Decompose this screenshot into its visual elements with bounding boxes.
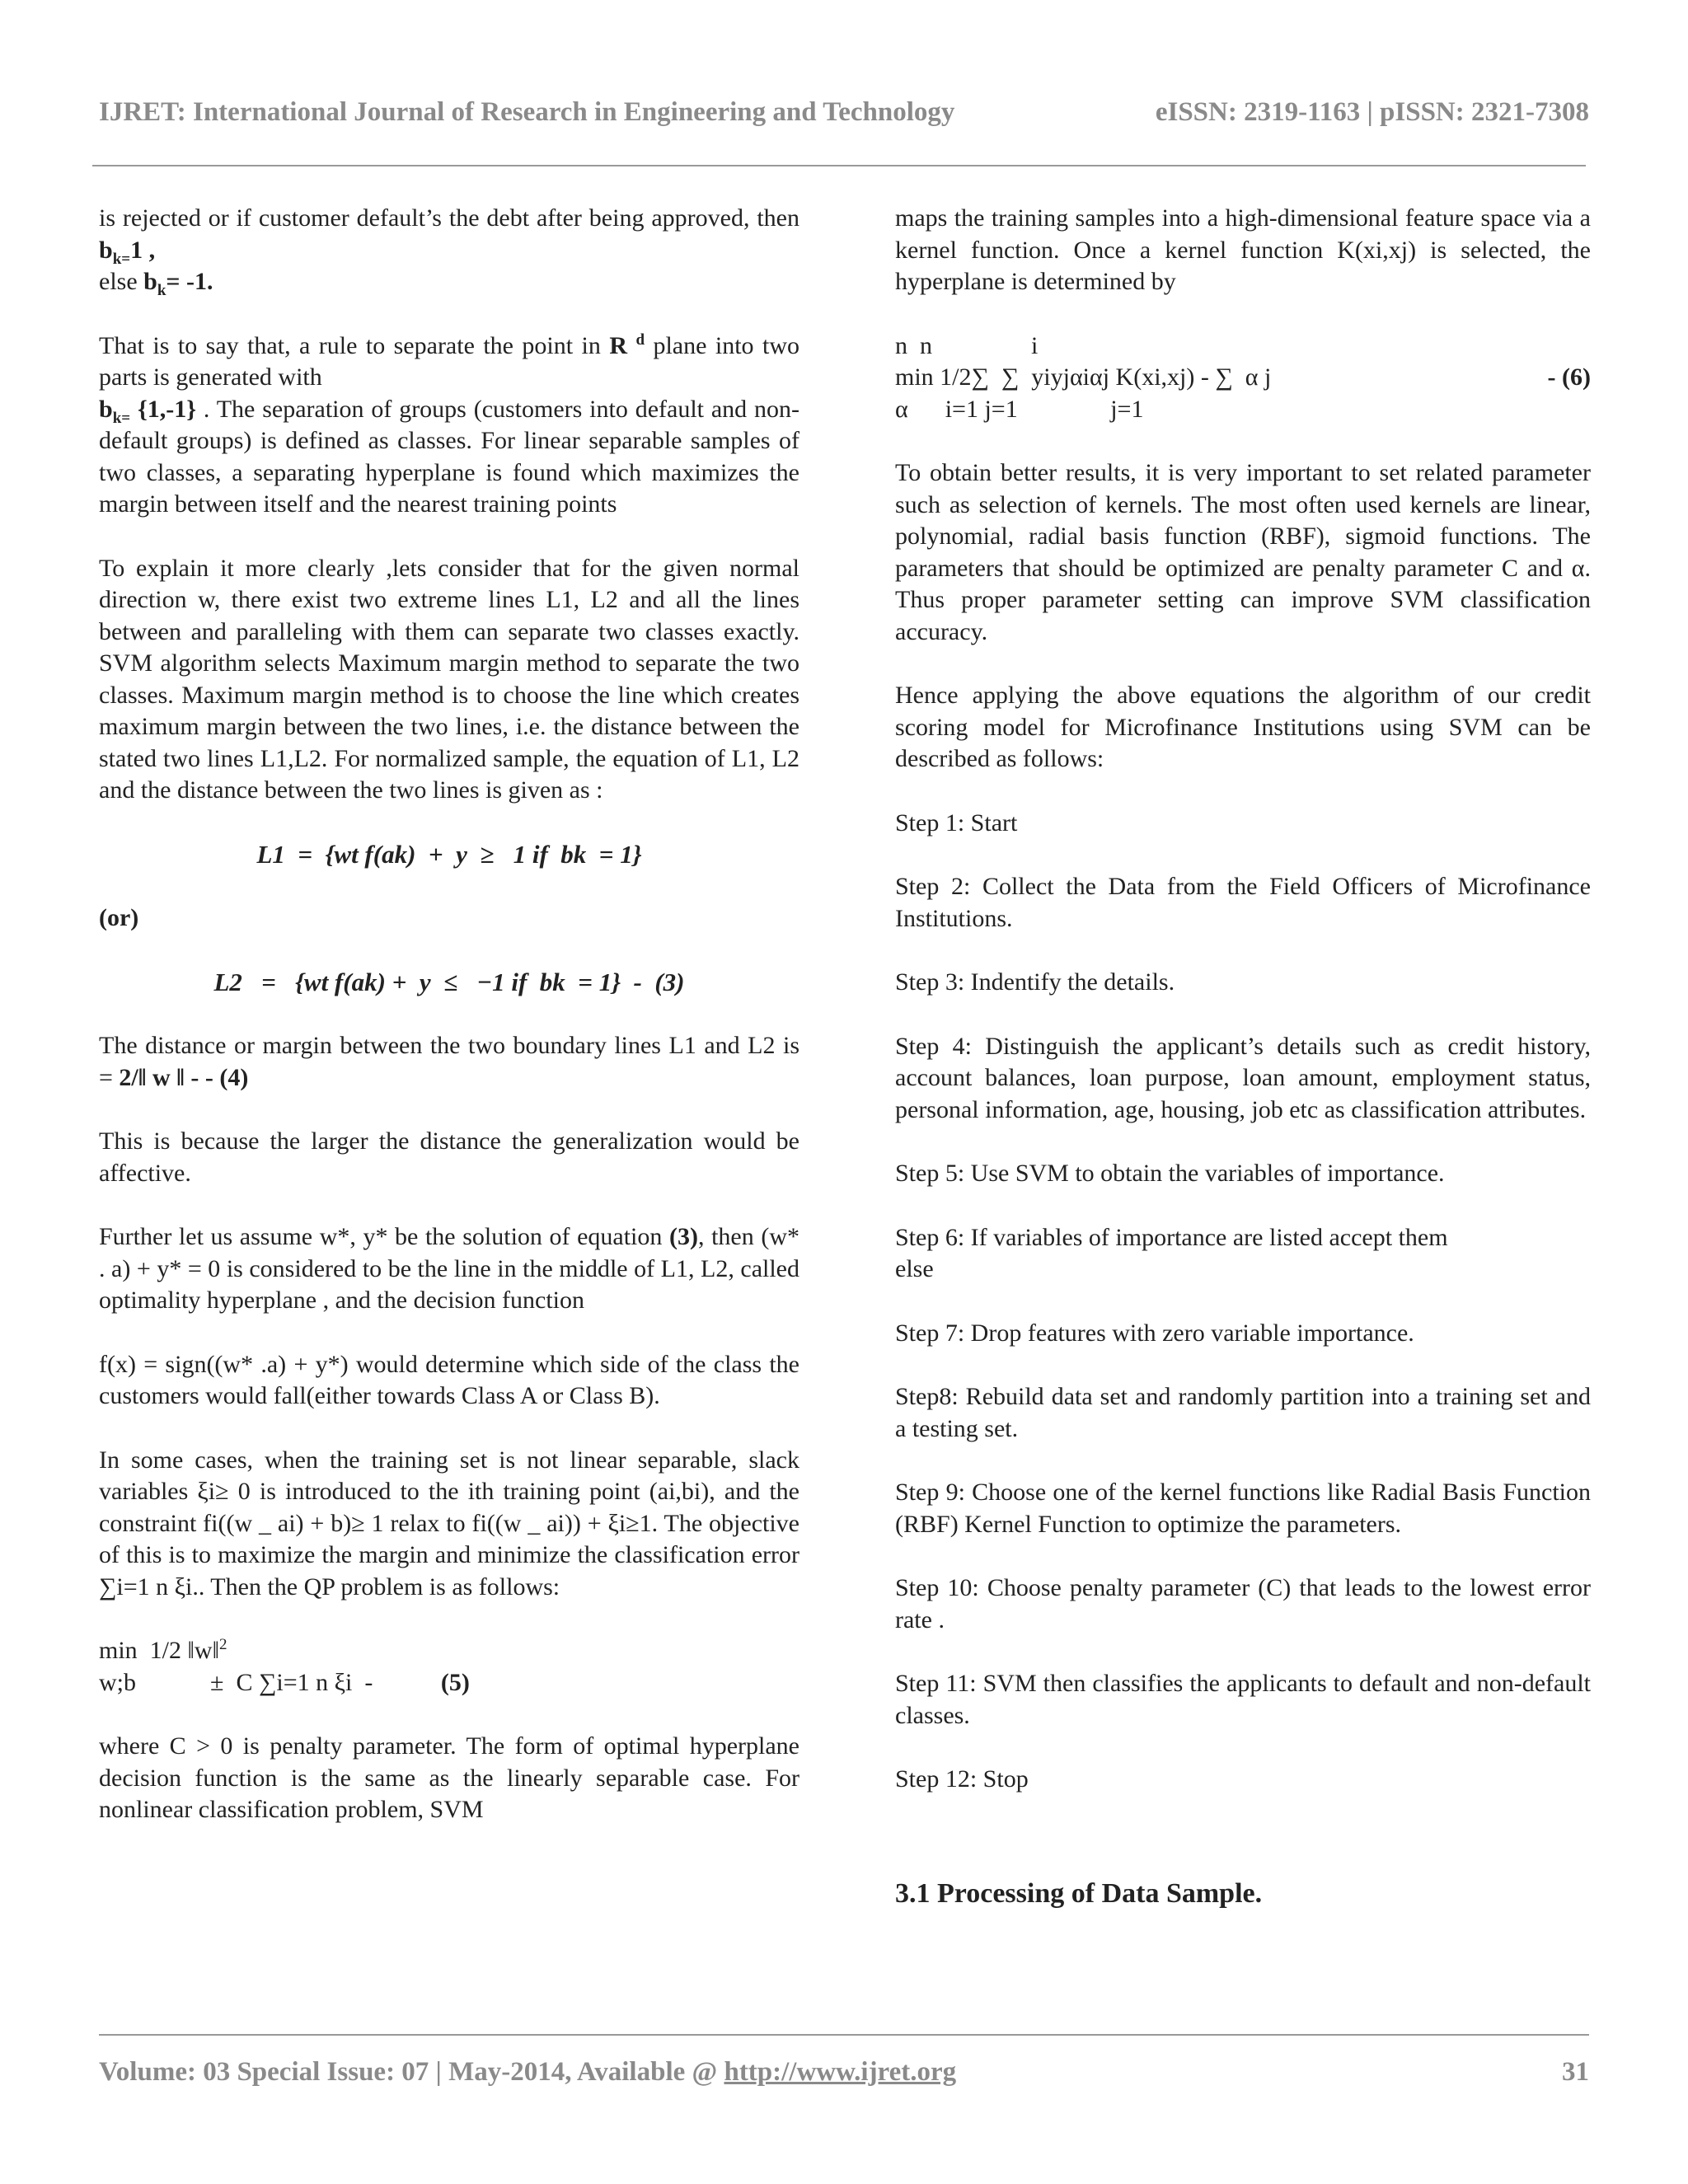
equation-5: min 1/2 ‖w‖$^2$ w;b ± C ∑i=1 n ξi - (5) — [99, 1636, 470, 1696]
paragraph: To obtain better results, it is very important to set related parameter such as selection of kernels. The most often used kernels are linear, polynomial, radial basis function (RBF), sigmoid functions. The parameters that should be optimized are penalty parameter C and α. Thus proper parameter setting can improve SVM classification accuracy. — [895, 459, 1591, 645]
journal-link[interactable]: http://www.ijret.org — [724, 2057, 957, 2087]
step-6-else: else — [895, 1255, 934, 1282]
paragraph: Further let us assume w*, y* be the solution of equation (3), then (w* . a) + y* = 0 is considered to be the line in the middle of L1, L2, called optimality hyperplane , and the decision function — [99, 1223, 799, 1314]
left-column — [99, 203, 799, 1858]
paragraph: f(x) = sign((w* .a) + y*) would determine which side of the class the customers would fall(either towards Class A or Class B). — [99, 1350, 799, 1409]
equation-l2: L2 = {wt f(ak) + y ≤ −1 if bk = 1} - (3) — [213, 967, 685, 996]
step-7: Step 7: Drop features with zero variable importance. — [895, 1319, 1414, 1347]
equation-6: n n i min 1/2∑ ∑ yiyjαiαj K(xi,xj) - ∑ α j - (6) α i=1 j=1 j=1 — [895, 331, 1591, 423]
step-10: Step 10: Choose penalty parameter (C) that leads to the lowest error rate . — [895, 1574, 1591, 1633]
page-number: 31 — [1562, 2057, 1589, 2087]
paragraph: else $b_k= -1$. — [99, 268, 213, 299]
page-footer — [99, 2057, 1589, 2098]
page-header — [99, 97, 1589, 147]
step-8: Step8: Rebuild data set and randomly partition into a training set and a testing set. — [895, 1383, 1591, 1442]
journal-title: IJRET: International Journal of Research in Engineering and Technology — [99, 97, 955, 127]
paragraph: This is because the larger the distance the generalization would be affective. — [99, 1127, 799, 1187]
footer-divider — [99, 2034, 1589, 2036]
or-label: (or) — [99, 904, 139, 931]
equation-l1: L1 = {wt f(ak) + y ≥ 1 if bk = 1} — [256, 839, 642, 869]
issn-label: eISSN: 2319-1163 | pISSN: 2321-7308 — [1155, 97, 1589, 127]
step-1: Step 1: Start — [895, 808, 1018, 837]
right-column — [895, 203, 1591, 1910]
paragraph: is rejected or if customer default’s the debt after being approved, then $b_{k=}1$ , — [99, 204, 799, 268]
step-9: Step 9: Choose one of the kernel functions like Radial Basis Function (RBF) Kernel Function to optimize the parameters. — [895, 1479, 1591, 1538]
header-divider — [92, 165, 1586, 166]
step-4: Step 4: Distinguish the applicant’s details such as credit history, account balances, loan purpose, loan amount, employment status, personal information, age, housing, job etc as classification attributes. — [895, 1032, 1591, 1123]
section-heading: 3.1 Processing of Data Sample. — [895, 1877, 1263, 1909]
paragraph: In some cases, when the training set is not linear separable, slack variables ξi≥ 0 is introduced to the ith training point (ai,bi), and the constraint fi((w _ ai) + b)≥ 1 relax to fi((w _ ai)) + ξi≥1. The objective of this is to maximize the margin and minimize the classification error ∑i=1 n ξi.. Then the QP problem is as follows: — [99, 1446, 799, 1601]
paragraph: Hence applying the above equations the algorithm of our credit scoring model for Microfinance Institutions using SVM can be described as follows: — [895, 682, 1591, 772]
step-12: Step 12: Stop — [895, 1765, 1029, 1793]
step-6: Step 6: If variables of importance are listed accept them — [895, 1223, 1448, 1251]
volume-info: Volume: 03 Special Issue: 07 | May-2014, Available @ http://www.ijret.org — [99, 2057, 957, 2087]
paragraph: where C > 0 is penalty parameter. The form of optimal hyperplane decision function is the same as the linearly separable case. For nonlinear classification problem, SVM — [99, 1732, 799, 1823]
step-5: Step 5: Use SVM to obtain the variables of importance. — [895, 1160, 1445, 1187]
paragraph: maps the training samples into a high-dimensional feature space via a kernel function. Once a kernel function K(xi,xj) is selected, the hyperplane is determined by — [895, 204, 1591, 295]
paragraph: The distance or margin between the two boundary lines L1 and L2 is = 2/‖ w ‖ - - (4) — [99, 1032, 799, 1091]
step-2: Step 2: Collect the Data from the Field Officers of Microfinance Institutions. — [895, 873, 1591, 932]
paragraph: To explain it more clearly ,lets consider that for the given normal direction w, there exist two extreme lines L1, L2 and all the lines between and paralleling with them can separate two classes exactly. SVM algorithm selects Maximum margin method to separate the two classes. Maximum margin method is to choose the line which creates maximum margin between the two lines, i.e. the distance between the stated two lines L1,L2. For normalized sample, the equation of L1, L2 and the distance between the two lines is given as : — [99, 554, 799, 804]
step-11: Step 11: SVM then classifies the applicants to default and non-default classes. — [895, 1670, 1591, 1729]
paragraph: That is to say that, a rule to separate the point in R $^d$ plane into two parts is generated with $b_{k=}$ {1,-1} . The separation of groups (customers into default and non-default groups) is defined as classes. For linear separable samples of two classes, a separating hyperplane is found which maximizes the margin between itself and the nearest training points — [99, 330, 799, 518]
step-3: Step 3: Indentify the details. — [895, 968, 1175, 996]
